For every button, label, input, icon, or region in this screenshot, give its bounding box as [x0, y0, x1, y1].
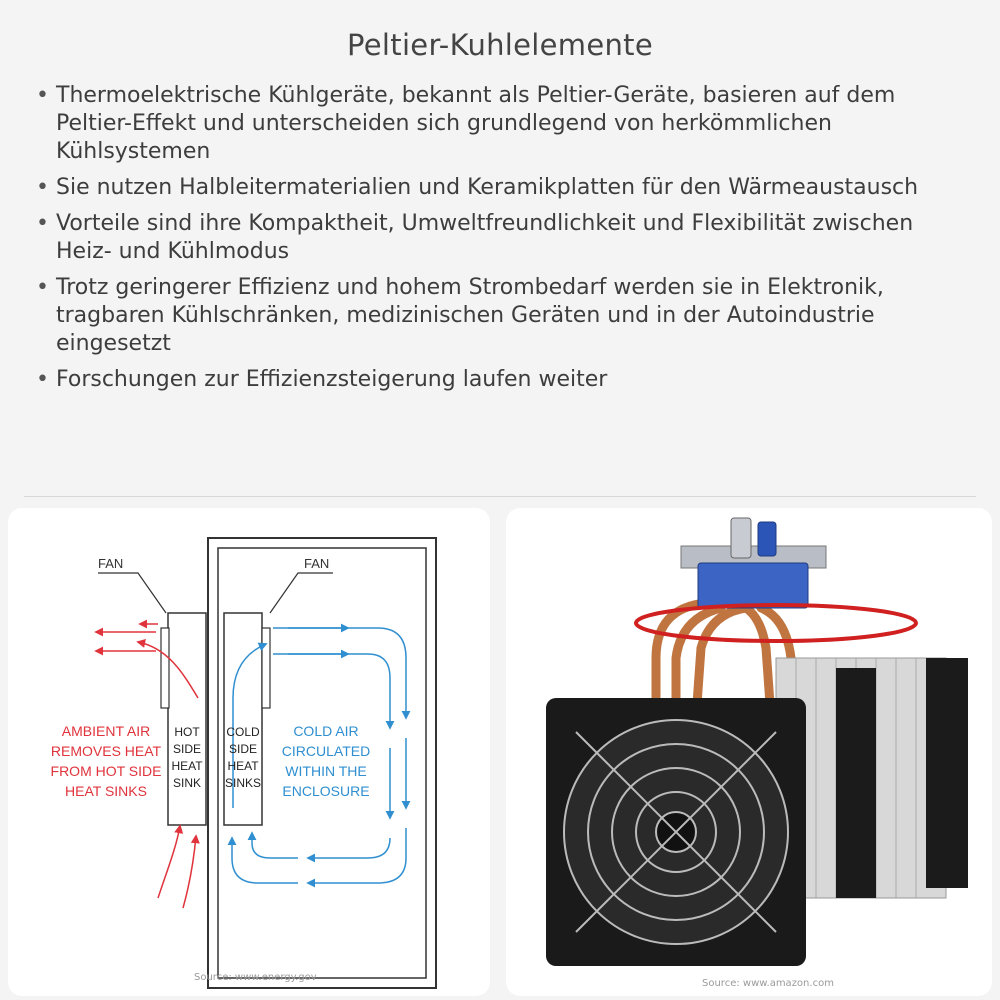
cold-line: HEAT — [227, 759, 259, 773]
cold-air-line: WITHIN THE — [285, 763, 367, 779]
cold-air-line: ENCLOSURE — [282, 783, 370, 799]
cold-line: COLD — [226, 725, 260, 739]
section-divider — [24, 496, 976, 497]
hot-line: SINK — [172, 776, 202, 790]
page-title: Peltier-Kuhlelemente — [347, 28, 653, 62]
bullet-item: • Vorteile sind ihre Kompaktheit, Umweltfreundlichkeit und Flexibilität zwischen Heiz- und Kühlmodus — [36, 210, 956, 266]
ambient-line: REMOVES HEAT — [50, 743, 162, 759]
cold-sink — [224, 613, 262, 825]
fan-right-label: FAN — [304, 556, 330, 571]
bullet-item: • Thermoelektrische Kühlgeräte, bekannt als Peltier-Geräte, basieren auf dem Peltier-Effekt und unterscheiden sich grundlegend von herkömmlichen Kühlsystemen — [36, 82, 956, 166]
fan-left-shape — [161, 628, 169, 708]
hot-line: HOT — [174, 725, 200, 739]
cold-air-line: CIRCULATED — [281, 743, 371, 759]
bullet-list — [36, 82, 956, 402]
photo-panel — [506, 508, 992, 996]
cold-air-line: COLD AIR — [293, 723, 359, 739]
bullet-item: • Forschungen zur Effizienzsteigerung laufen weiter — [36, 366, 956, 394]
cold-line: SIDE — [228, 742, 258, 756]
water-block-icon — [698, 563, 808, 608]
hot-line: HEAT — [171, 759, 203, 773]
ambient-line: HEAT SINKS — [65, 783, 147, 799]
fan-left-label: FAN — [98, 556, 124, 571]
diagram-source: Source: www.energy.gov — [194, 972, 317, 983]
ambient-line: FROM HOT SIDE — [50, 763, 162, 779]
bullet-item: • Sie nutzen Halbleitermaterialien und Keramikplatten für den Wärmeaustausch — [36, 174, 956, 202]
side-fan-shape — [836, 668, 876, 898]
bullet-item: • Trotz geringerer Effizienz und hohem Strombedarf werden sie in Elektronik, tragbaren Kühlschränken, medizinischen Geräten und in der Autoindustrie eingesetzt — [36, 274, 956, 358]
peltier-cooler-image — [506, 508, 992, 996]
hot-sink — [168, 613, 206, 825]
cold-line: SINKS — [224, 776, 262, 790]
fan-right-shape — [262, 628, 270, 708]
photo-source: Source: www.amazon.com — [702, 978, 834, 989]
ambient-line: AMBIENT AIR — [61, 723, 151, 739]
peltier-diagram — [8, 508, 490, 996]
hot-line: SIDE — [172, 742, 202, 756]
diagram-panel — [8, 508, 490, 996]
